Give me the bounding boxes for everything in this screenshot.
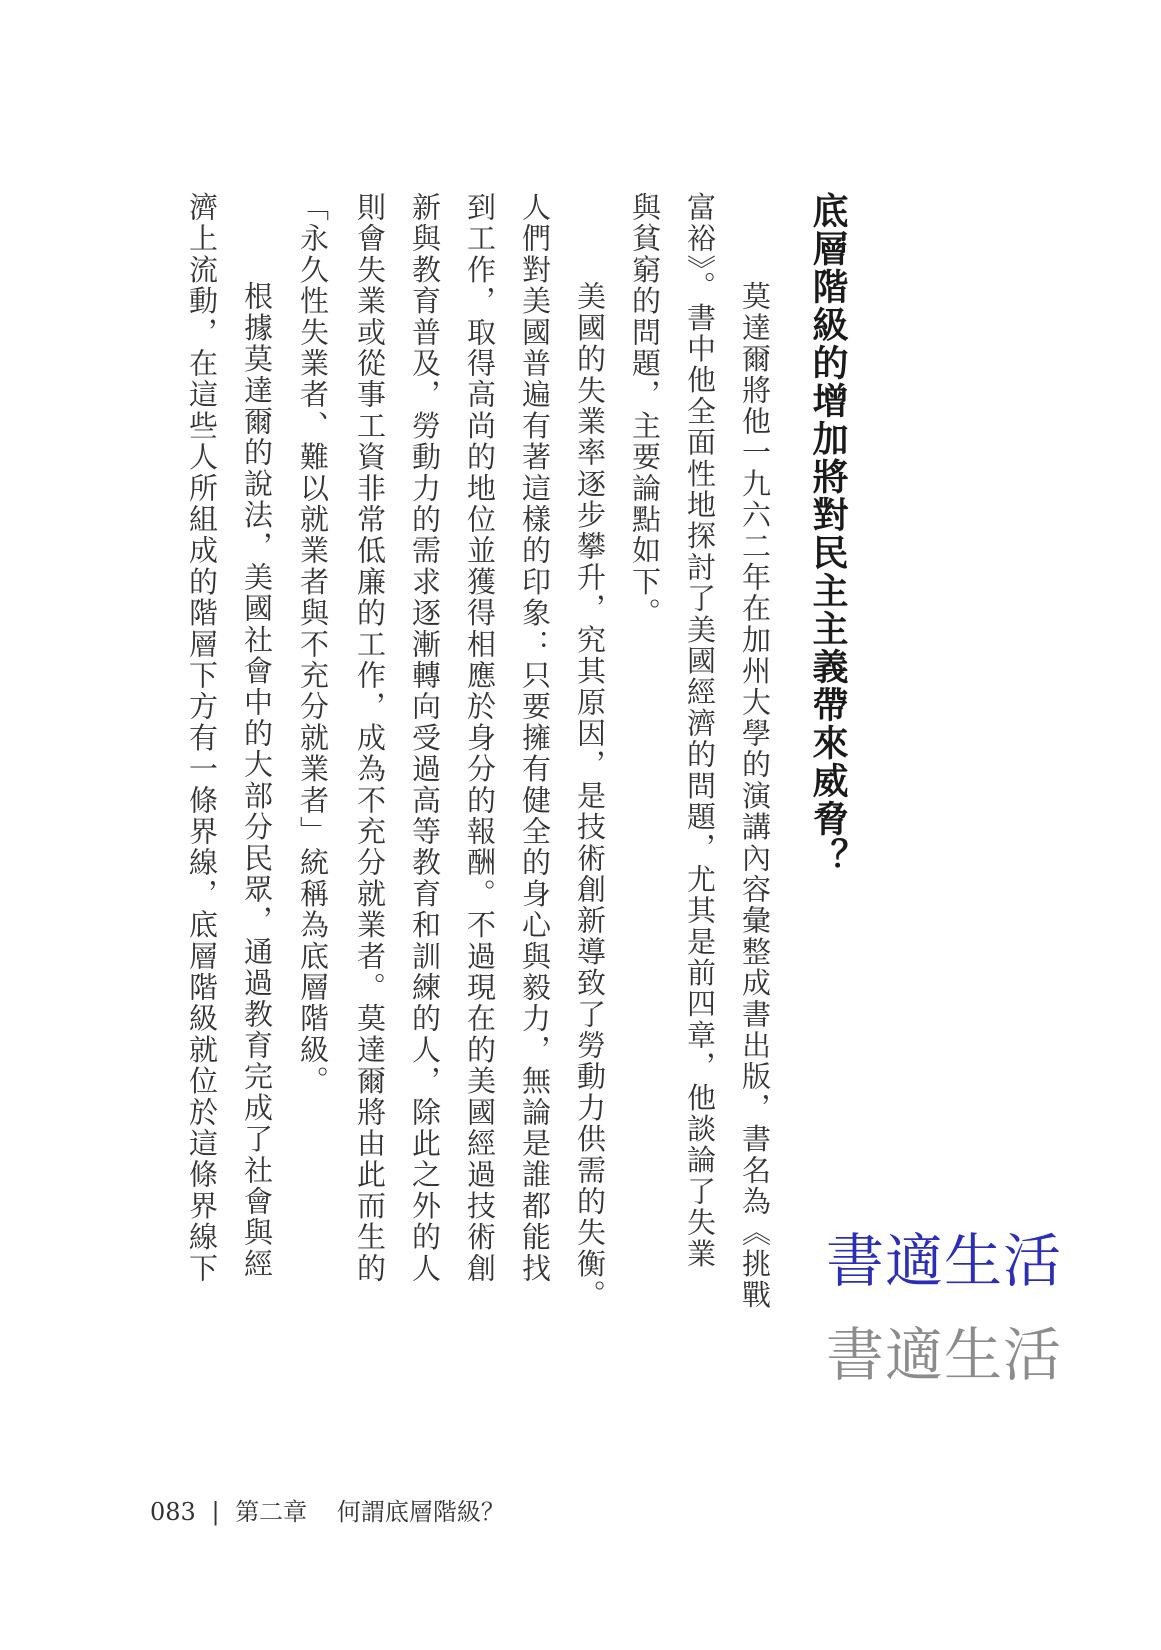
watermark-blue: 書適生活: [826, 1227, 1063, 1295]
text-column-4: 美國的失業率逐步攀升，究其原因，是技術創新導致了勞動力供需的失衡。: [573, 250, 607, 1311]
text-column-6: 到工作，取得高尚的地位並獲得相應於身分的報酬。不過現在的美國經過技術創: [463, 192, 497, 1284]
section-heading: 底層階級的增加將對民主主義帶來威脅？: [807, 192, 849, 876]
watermark-gray: 書適生活: [826, 1321, 1063, 1389]
text-column-11: 濟上流動，在這些人所組成的階層下方有一條界線，底層階級就位於這條界線下: [185, 192, 219, 1284]
text-column-1: 莫達爾將他一九六二年在加州大學的演講內容彙整成書出版，書名為《挑戰: [738, 250, 772, 1311]
page-footer: [150, 1492, 505, 1527]
chapter-label: 第二章: [235, 1498, 308, 1526]
text-column-5: 人們對美國普遍有著這樣的印象：只要擁有健全的身心與毅力，無論是誰都能找: [518, 192, 552, 1284]
text-column-9: 「永久性失業者、難以就業者與不充分就業者」統稱為底層階級。: [296, 192, 330, 1097]
text-column-3: 與貧窮的問題，主要論點如下。: [628, 192, 662, 629]
text-column-10: 根據莫達爾的說法，美國社會中的大部分民眾，通過教育完成了社會與經: [240, 250, 274, 1280]
chapter-title: 何謂底層階級？: [336, 1498, 505, 1526]
text-column-2: 富裕》。書中他全面性地探討了美國經濟的問題，尤其是前四章，他談論了失業: [683, 192, 717, 1270]
text-column-7: 新與教育普及，勞動力的需求逐漸轉向受過高等教育和訓練的人，除此之外的人: [408, 192, 442, 1284]
page-number: 083: [150, 1498, 196, 1526]
footer-separator: |: [211, 1498, 220, 1526]
text-column-8: 則會失業或從事工資非常低廉的工作，成為不充分就業者。莫達爾將由此而生的: [353, 192, 387, 1284]
